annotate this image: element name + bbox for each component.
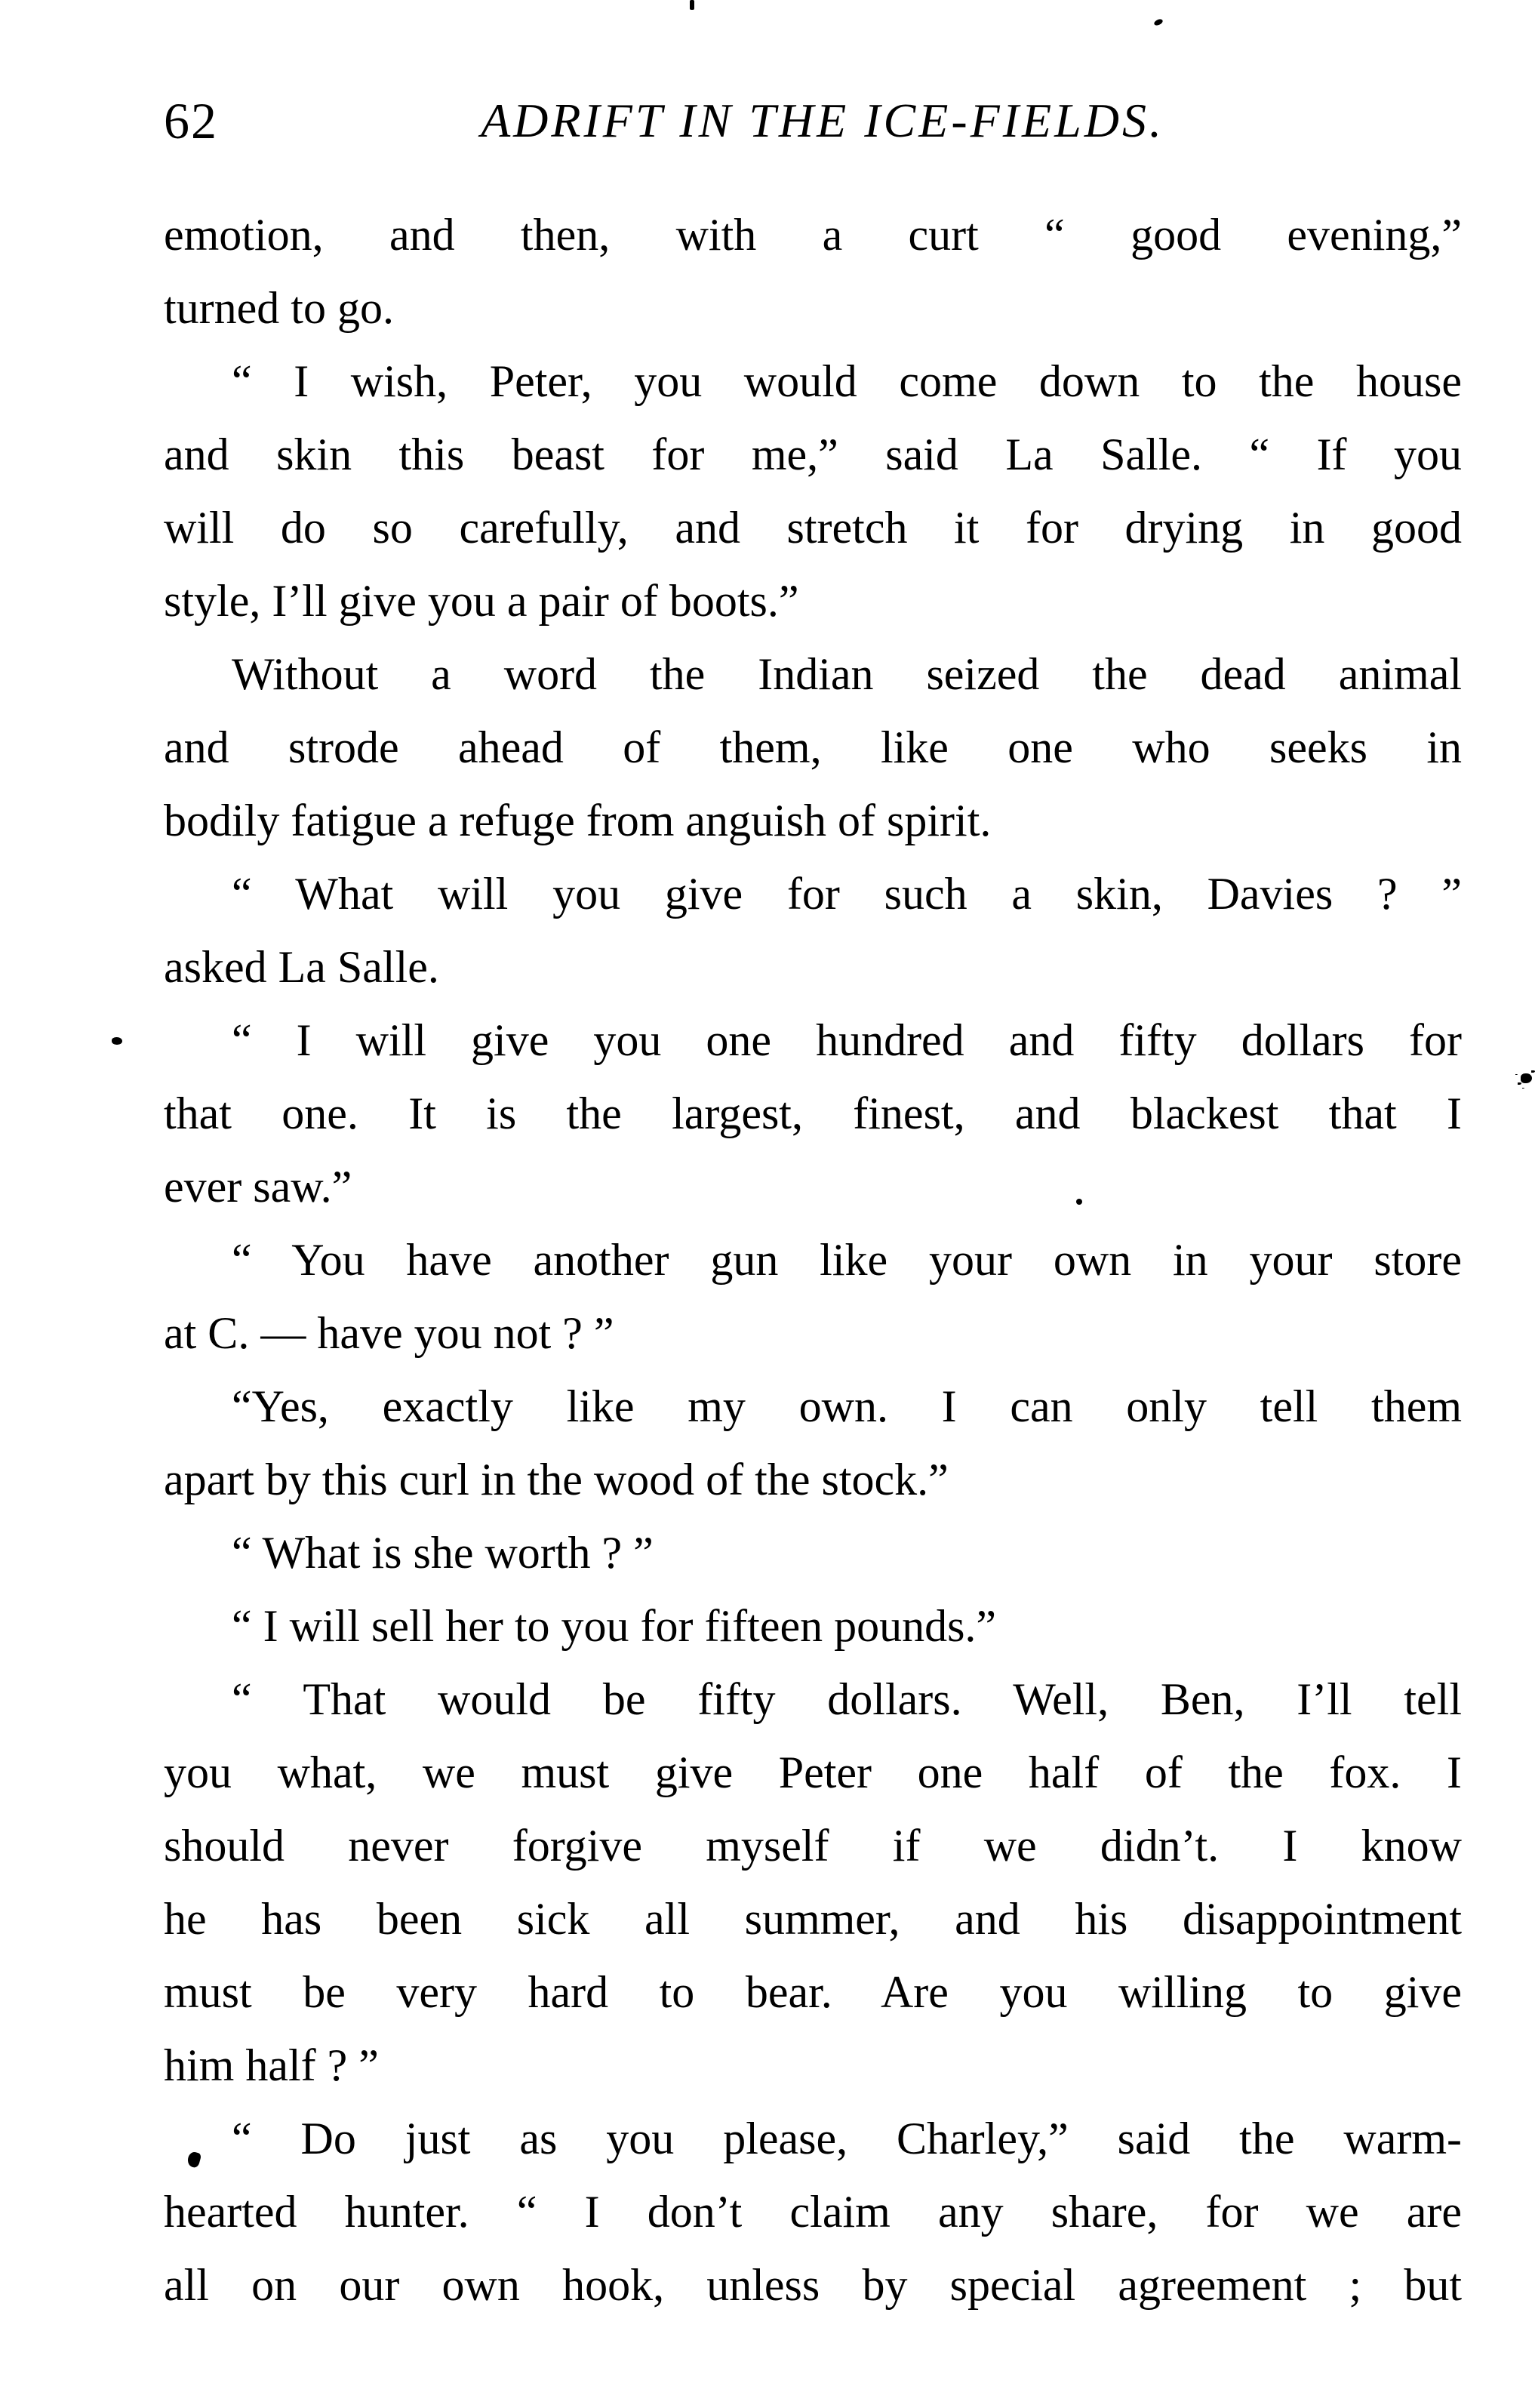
text-line: “ What will you give for such a skin, Davies ? ”: [232, 869, 1462, 919]
text-block: [164, 199, 1462, 2322]
text-line: apart by this curl in the wood of the stock.”: [164, 1455, 949, 1504]
text-line: “ I wish, Peter, you would come down to the house: [232, 356, 1462, 406]
text-line: that one. It is the largest, finest, and blackest that I: [164, 1089, 1462, 1138]
text-line: “Yes, exactly like my own. I can only tell them: [232, 1381, 1462, 1431]
text-line: and skin this beast for me,” said La Salle. “ If you: [164, 430, 1462, 479]
ink-speck: [112, 1037, 122, 1045]
page-number: 62: [164, 92, 218, 149]
text-line: all on our own hook, unless by special agreement ; but: [164, 2260, 1462, 2310]
text-line: will do so carefully, and stretch it for drying in good: [164, 503, 1462, 553]
text-line: ever saw.”: [164, 1162, 352, 1212]
text-line: hearted hunter. “ I don’t claim any share, for we are: [164, 2187, 1462, 2237]
text-line: style, I’ll give you a pair of boots.”: [164, 576, 799, 626]
ink-speck: [690, 0, 694, 10]
text-line: must be very hard to bear. Are you willing to give: [164, 1967, 1462, 2017]
text-line: you what, we must give Peter one half of the fox. I: [164, 1747, 1462, 1797]
ink-speck: [1076, 1199, 1082, 1205]
text-line: he has been sick all summer, and his disappointment: [164, 1894, 1462, 1944]
text-line: “ I will sell her to you for fifteen pounds.”: [232, 1601, 997, 1651]
text-line: should never forgive myself if we didn’t. I know: [164, 1821, 1462, 1871]
text-line: “ I will give you one hundred and fifty dollars for: [232, 1015, 1462, 1065]
ink-speck: [1521, 1073, 1532, 1083]
text-line: “ Do just as you please, Charley,” said the warm-: [232, 2114, 1462, 2163]
text-line: “ What is she worth ? ”: [232, 1528, 654, 1578]
ink-speck: [1153, 18, 1164, 26]
text-line: him half ? ”: [164, 2040, 379, 2090]
text-line: at C. — have you not ? ”: [164, 1308, 614, 1358]
text-line: emotion, and then, with a curt “ good evening,”: [164, 210, 1462, 260]
text-line: turned to go.: [164, 283, 394, 333]
text-line: asked La Salle.: [164, 942, 439, 992]
text-line: Without a word the Indian seized the dead animal: [232, 649, 1462, 699]
text-line: and strode ahead of them, like one who seeks in: [164, 722, 1462, 772]
text-line: “ That would be fifty dollars. Well, Ben, I’ll tell: [232, 1674, 1462, 1724]
text-line: “ You have another gun like your own in your store: [232, 1235, 1462, 1285]
text-line: bodily fatigue a refuge from anguish of spirit.: [164, 796, 992, 845]
running-title: ADRIFT IN THE ICE-FIELDS.: [481, 94, 1164, 147]
